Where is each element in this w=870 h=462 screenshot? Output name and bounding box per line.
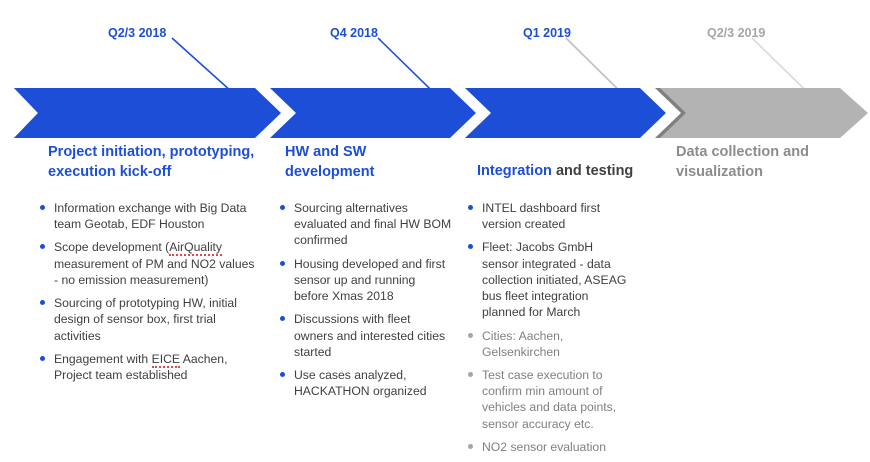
list-item: Use cases analyzed, HACKATHON organized [280, 367, 452, 399]
list-item: Test case execution to confirm min amount of vehicles and data points, sensor accuracy etc. [468, 367, 628, 432]
phase-title-3-soft: and testing [551, 163, 634, 179]
list-item: Sourcing of prototyping HW, initial design of sensor box, first trial activities [40, 295, 256, 344]
list-item: Scope development (AirQuality measurement of PM and NO2 values - no emission measurement) [40, 239, 256, 288]
spellcheck-word: AirQuality [169, 240, 223, 255]
date-label-q4-2018: Q4 2018 [330, 26, 378, 40]
phase-title-3 [477, 162, 677, 182]
date-label-q2-3-2019: Q2/3 2019 [707, 26, 766, 40]
phase-bullets-2 [280, 200, 452, 406]
phase-title-1 [48, 143, 263, 182]
phase-title-1-line-2: execution kick-off [48, 163, 172, 180]
list-item: INTEL dashboard first version created [468, 200, 628, 232]
phase-title-2 [285, 143, 465, 182]
list-item: Cities: Aachen, Gelsenkirchen [468, 328, 628, 360]
list-item: Sourcing alternatives evaluated and final HW BOM confirmed [280, 200, 452, 249]
date-label-q1-2019: Q1 2019 [523, 26, 571, 40]
spellcheck-word: EICE [151, 351, 181, 366]
phase-title-3-strong: Integration [477, 163, 552, 179]
list-item: Fleet: Jacobs GmbH sensor integrated - data collection initiated, ASEAG bus fleet integration planned for March [468, 239, 628, 320]
phase-title-4-line-1: Data collection and [676, 144, 809, 160]
list-item: NO2 sensor evaluation [468, 439, 628, 455]
phase-bullets-1 [40, 200, 256, 390]
phase-title-4-line-2: visualization [676, 163, 764, 180]
phase-bullets-3 [468, 200, 628, 462]
phase-title-2-line-2: development [285, 163, 375, 180]
list-item: Engagement with EICE Aachen, Project team established [40, 351, 256, 383]
chevron-arrow-band [0, 88, 870, 148]
date-label-q2-3-2018: Q2/3 2018 [108, 26, 167, 40]
list-item: Discussions with fleet owners and interested cities started [280, 311, 452, 360]
phase-title-2-line-1: HW and SW [285, 144, 367, 160]
list-item: Information exchange with Big Data team Geotab, EDF Houston [40, 200, 256, 232]
phase-title-4 [676, 143, 866, 182]
arrow-progress-overlay [14, 88, 666, 138]
list-item: Housing developed and first sensor up and running before Xmas 2018 [280, 256, 452, 305]
phase-title-1-line-1: Project initiation, prototyping, [48, 144, 255, 160]
